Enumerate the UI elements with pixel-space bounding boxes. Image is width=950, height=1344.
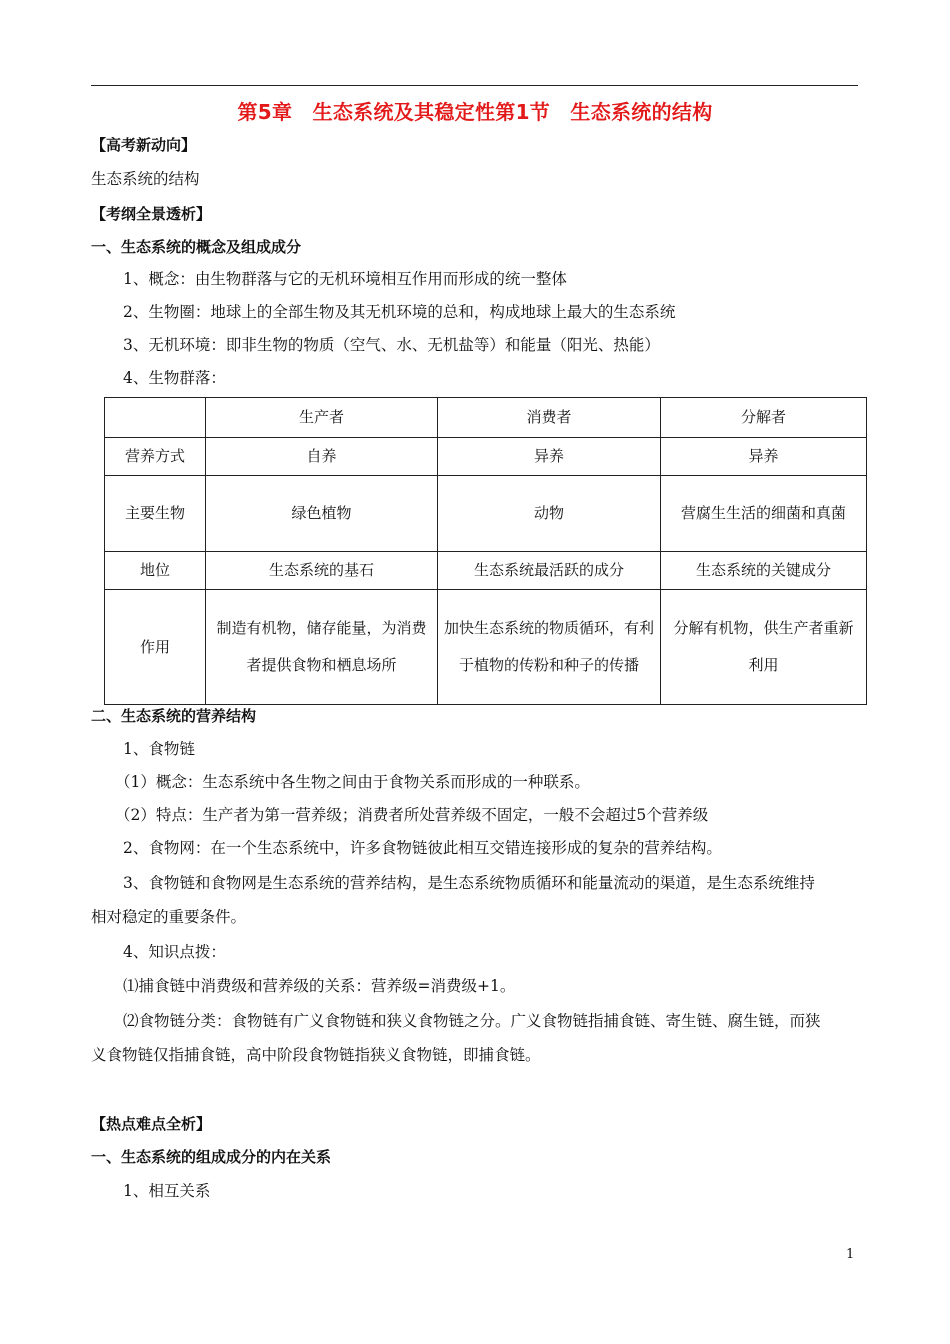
table-cell (105, 398, 206, 438)
table-cell: 制造有机物，储存能量，为消费者提供食物和栖息场所 (206, 590, 438, 705)
part2-item: ⑴捕食链中消费级和营养级的关系：营养级=消费级+1。 (123, 977, 516, 995)
part1-item: 1、概念：由生物群落与它的无机环境相互作用而形成的统一整体 (123, 270, 567, 288)
table-cell: 消费者 (438, 398, 661, 438)
table-cell: 营腐生生活的细菌和真菌 (661, 476, 867, 552)
part2-item: 2、食物网：在一个生态系统中，许多食物链彼此相互交错连接形成的复杂的营养结构。 (123, 839, 722, 857)
section-heading-syllabus: 【考纲全景透析】 (91, 205, 212, 223)
table-cell: 生产者 (206, 398, 438, 438)
part2-item: 相对稳定的重要条件。 (91, 908, 247, 926)
table-cell: 异养 (438, 438, 661, 476)
table-cell: 分解者 (661, 398, 867, 438)
part2-item: ⑵食物链分类：食物链有广义食物链和狭义食物链之分。广义食物链指捕食链、寄生链、腐生链，而狭 (123, 1012, 821, 1030)
part2-item: 义食物链仅指捕食链，高中阶段食物链指狭义食物链，即捕食链。 (91, 1046, 541, 1064)
part2-heading: 二、生态系统的营养结构 (91, 707, 257, 725)
part2-item: 4、知识点拨： (123, 943, 226, 961)
part1-item: 3、无机环境：即非生物的物质（空气、水、无机盐等）和能量（阳光、热能） (123, 336, 660, 354)
part1-heading: 一、生态系统的概念及组成成分 (91, 238, 302, 256)
table-row (105, 438, 867, 476)
document-title: 第5章 生态系统及其稳定性第1节 生态系统的结构 (237, 100, 713, 124)
table-cell: 营养方式 (105, 438, 206, 476)
part2-item: （1）概念：生态系统中各生物之间由于食物关系而形成的一种联系。 (115, 773, 590, 791)
part2-item: 3、食物链和食物网是生态系统的营养结构，是生态系统物质循环和能量流动的渠道，是生态系统维持 (123, 874, 815, 892)
section-heading-exam-trends: 【高考新动向】 (91, 136, 197, 154)
table-cell: 加快生态系统的物质循环，有利于植物的传粉和种子的传播 (438, 590, 661, 705)
table-row (105, 476, 867, 552)
part3-item: 1、相互关系 (123, 1182, 211, 1200)
table-cell: 动物 (438, 476, 661, 552)
community-table (104, 397, 867, 705)
part2-item: 1、食物链 (123, 740, 195, 758)
part1-item: 4、生物群落： (123, 369, 226, 387)
part3-heading: 一、生态系统的组成成分的内在关系 (91, 1148, 332, 1166)
table-cell: 作用 (105, 590, 206, 705)
table-cell: 地位 (105, 552, 206, 590)
header-rule (91, 85, 858, 86)
table-cell: 绿色植物 (206, 476, 438, 552)
table-cell: 生态系统最活跃的成分 (438, 552, 661, 590)
table-cell: 分解有机物，供生产者重新利用 (661, 590, 867, 705)
table-cell: 生态系统的基石 (206, 552, 438, 590)
table-cell: 主要生物 (105, 476, 206, 552)
table-row (105, 552, 867, 590)
table-cell: 自养 (206, 438, 438, 476)
table-cell: 生态系统的关键成分 (661, 552, 867, 590)
page-number: 1 (846, 1247, 855, 1262)
section-heading-hotspots: 【热点难点全析】 (91, 1115, 212, 1133)
table-row (105, 590, 867, 705)
part2-item: （2）特点：生产者为第一营养级；消费者所处营养级不固定，一般不会超过5个营养级 (115, 806, 709, 824)
table-cell: 异养 (661, 438, 867, 476)
part1-item: 2、生物圈：地球上的全部生物及其无机环境的总和，构成地球上最大的生态系统 (123, 303, 676, 321)
exam-trends-text: 生态系统的结构 (91, 170, 200, 188)
table-header-row (105, 398, 867, 438)
